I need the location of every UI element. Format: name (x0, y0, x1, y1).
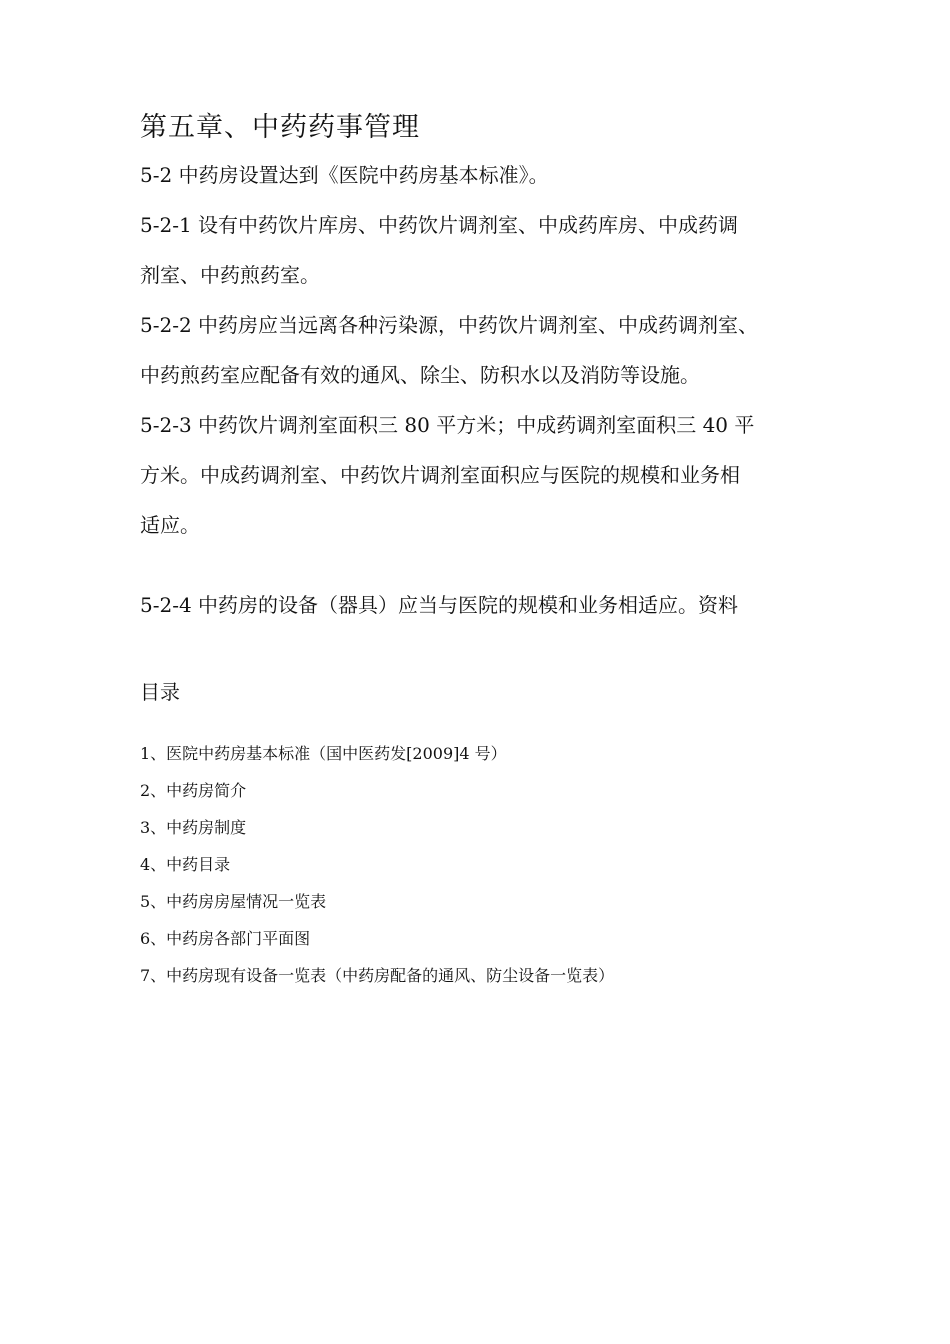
section-5-2-2-line-1: 5-2-2 中药房应当远离各种污染源，中药饮片调剂室、中成药调剂室、 (140, 313, 759, 337)
section-5-2-4 (140, 580, 830, 630)
toc-item: 6、中药房各部门平面图 (140, 929, 311, 948)
section-5-2-2 (140, 300, 830, 400)
toc-item: 1、医院中药房基本标准（国中医药发[2009]4 号） (140, 744, 507, 763)
toc-list (140, 735, 614, 994)
toc-item: 7、中药房现有设备一览表（中药房配备的通风、防尘设备一览表） (140, 966, 615, 985)
section-5-2-line-1: 5-2 中药房设置达到《医院中药房基本标准》。 (140, 163, 549, 187)
section-5-2-1 (140, 200, 830, 300)
section-5-2-3-line-1: 5-2-3 中药饮片调剂室面积三 80 平方米；中成药调剂室面积三 40 平 (140, 413, 755, 437)
toc-item: 5、中药房房屋情况一览表 (140, 892, 327, 911)
toc-title: 目录 (140, 680, 180, 704)
section-5-2-1-line-2: 剂室、中药煎药室。 (140, 263, 320, 287)
section-5-2 (140, 150, 830, 200)
section-5-2-2-line-2: 中药煎药室应配备有效的通风、除尘、防积水以及消防等设施。 (140, 363, 700, 387)
section-5-2-3-line-2: 方米。中成药调剂室、中药饮片调剂室面积应与医院的规模和业务相 (140, 463, 740, 487)
chapter-title: 第五章、中药药事管理 (140, 112, 420, 143)
toc-item: 3、中药房制度 (140, 818, 247, 837)
toc-item: 2、中药房简介 (140, 781, 247, 800)
section-5-2-3 (140, 400, 830, 550)
section-5-2-4-line-1: 5-2-4 中药房的设备（器具）应当与医院的规模和业务相适应。资料 (140, 593, 739, 617)
section-5-2-3-line-3: 适应。 (140, 513, 200, 537)
section-5-2-1-line-1: 5-2-1 设有中药饮片库房、中药饮片调剂室、中成药库房、中成药调 (140, 213, 739, 237)
toc-item: 4、中药目录 (140, 855, 231, 874)
